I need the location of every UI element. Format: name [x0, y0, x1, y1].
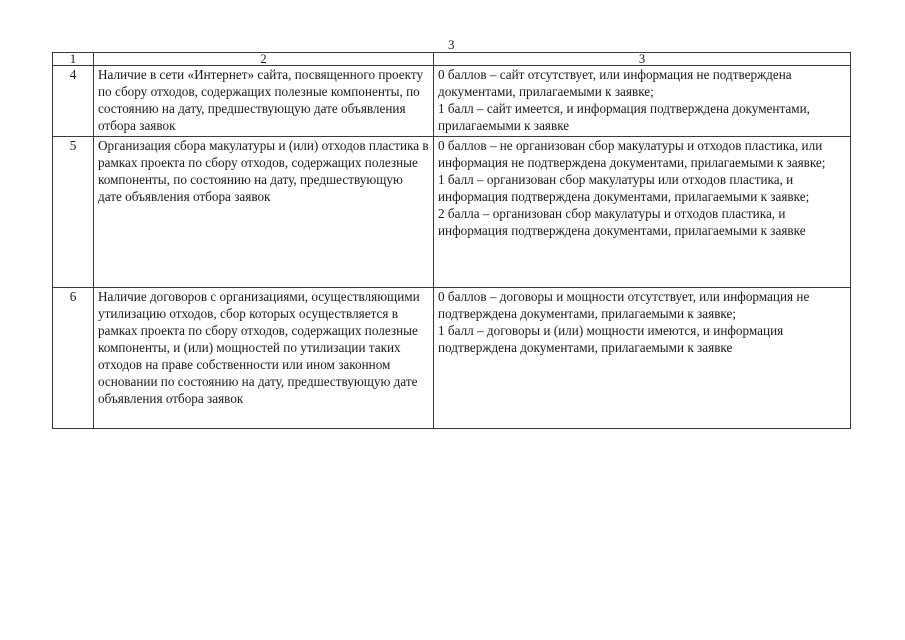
score-line: 2 балла – организован сбор макулатуры и отходов пластика, и информация подтверждена документами, прилагаемыми к заявке	[438, 206, 806, 238]
score-cell	[434, 66, 851, 137]
table-header-row	[53, 53, 851, 66]
score-line: 0 баллов – сайт отсутствует, или информация не подтверждена документами, прилагаемыми к заявке;	[438, 67, 792, 99]
row-number: 5	[53, 137, 94, 288]
score-line: 0 баллов – не организован сбор макулатуры и отходов пластика, или информация не подтверждена документами, прилагаемыми к заявке;	[438, 138, 826, 170]
score-line: 1 балл – договоры и (или) мощности имеются, и информация подтверждена документами, прилагаемыми к заявке	[438, 323, 784, 355]
column-header-number: 1	[53, 53, 94, 66]
table-row	[53, 137, 851, 288]
criterion-text: Наличие в сети «Интернет» сайта, посвященного проекту по сбору отходов, содержащих полезные компоненты, по состоянию на дату, предшествующую дате объявления отбора заявок	[94, 66, 434, 137]
score-line: 1 балл – организован сбор макулатуры или отходов пластика, и информация подтверждена документами, прилагаемыми к заявке;	[438, 172, 810, 204]
column-header-scores: 3	[434, 53, 851, 66]
column-header-criterion: 2	[94, 53, 434, 66]
score-cell	[434, 137, 851, 288]
score-cell	[434, 288, 851, 429]
table-row	[53, 288, 851, 429]
row-number: 4	[53, 66, 94, 137]
table-row	[53, 66, 851, 137]
criteria-table	[52, 52, 851, 429]
score-line: 0 баллов – договоры и мощности отсутствует, или информация не подтверждена документами, прилагаемыми к заявке;	[438, 289, 810, 321]
page-number: 3	[448, 37, 455, 52]
row-number: 6	[53, 288, 94, 429]
criterion-text: Наличие договоров с организациями, осуществляющими утилизацию отходов, сбор которых осуществляется в рамках проекта по сбору отходов, содержащих полезные компоненты, и (или) мощностей по утилизации таких отходов на праве собственности или ином законном основании по состоянию на дату, предшествующую дате объявления отбора заявок	[94, 288, 434, 429]
criterion-text: Организация сбора макулатуры и (или) отходов пластика в рамках проекта по сбору отходов, содержащих полезные компоненты, по состоянию на дату, предшествующую дате объявления отбора заявок	[94, 137, 434, 288]
score-line: 1 балл – сайт имеется, и информация подтверждена документами, прилагаемыми к заявке	[438, 101, 810, 133]
